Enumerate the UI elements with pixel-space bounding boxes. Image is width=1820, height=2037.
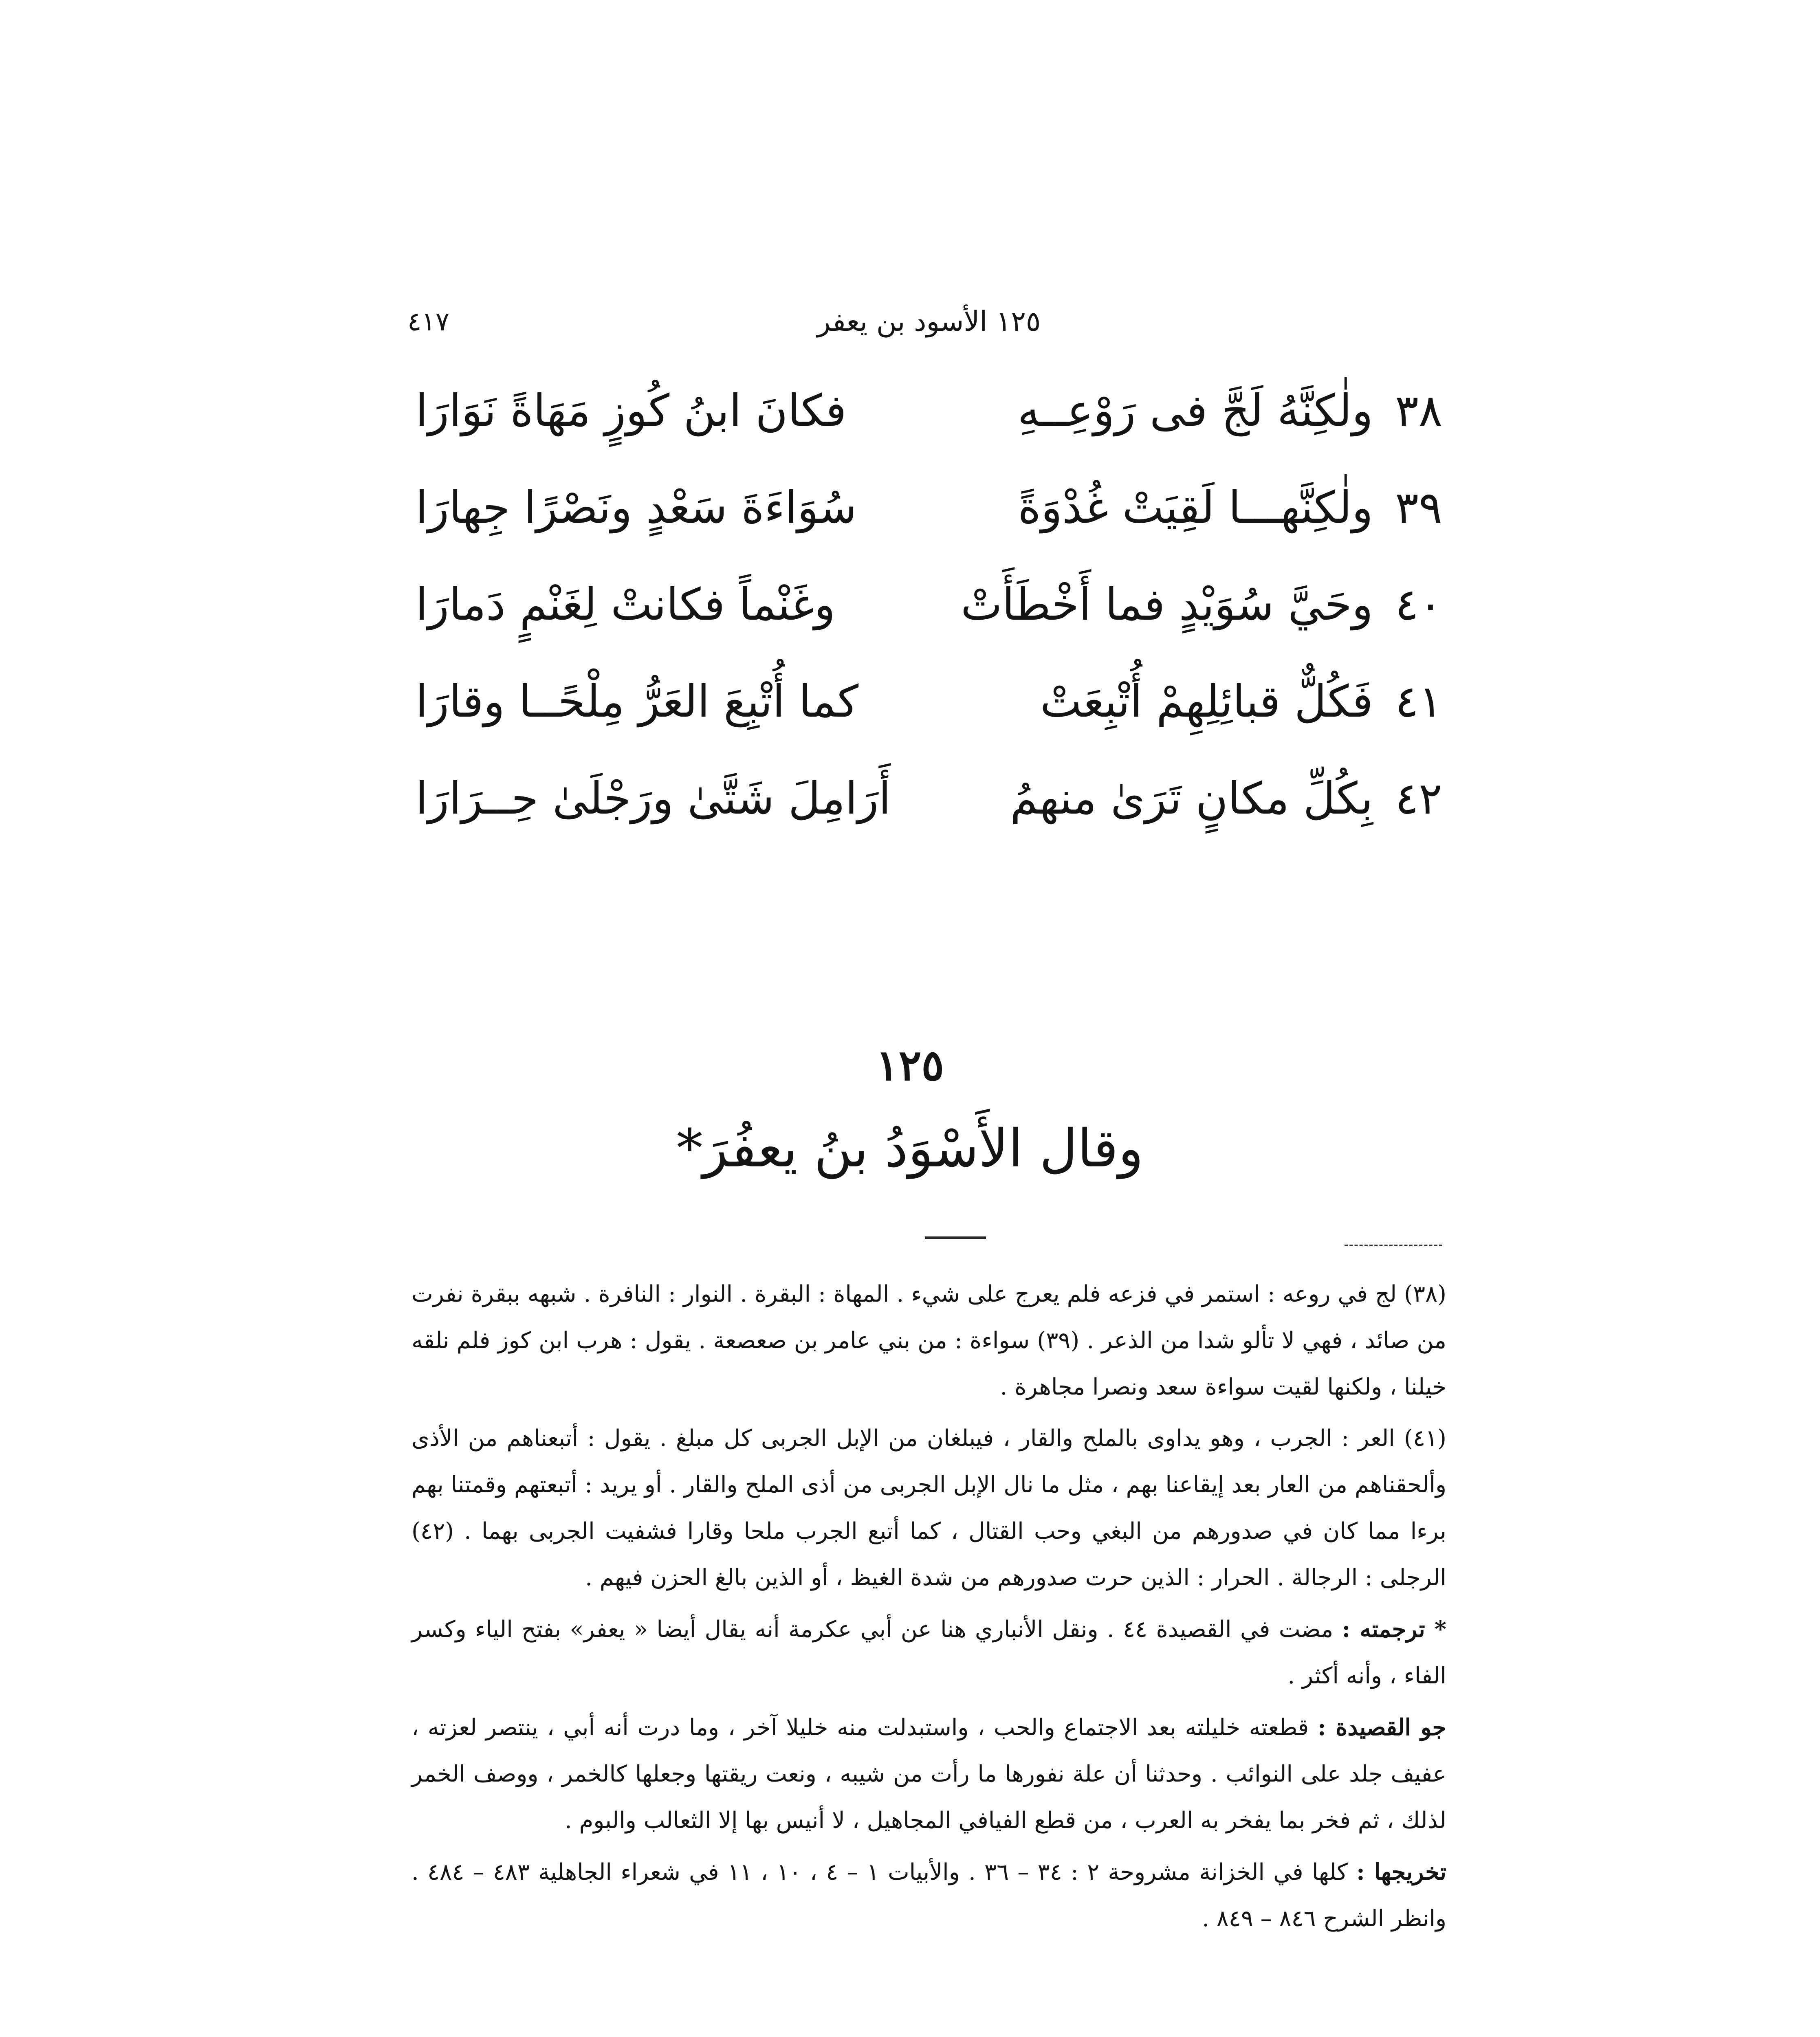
verse-line — [416, 375, 1442, 447]
verse-second-hemistich: فكانَ ابنُ كُوزٍ مَهَاةً نَوَارَا — [416, 385, 847, 436]
poem-context-label: جو القصيدة : — [1317, 1714, 1446, 1741]
sources-text: كلها في الخزانة مشروحة ٢ : ٣٤ – ٣٦ . والأبيات ١ – ٤ ، ١٠ ، ١١ في شعراء الجاهلية ٤٨٣ – ٤٨٤ . وانظر الشرح ٨٤٦ – ٨٤٩ . — [412, 1859, 1446, 1932]
verse-second-hemistich: أَرَامِلَ شَتَّىٰ ورَجْلَىٰ حِــرَارَا — [416, 773, 891, 824]
poem-context-note — [412, 1704, 1446, 1844]
running-head-title: ١٢٥ الأسود بن يعفر — [817, 306, 1041, 338]
verse-block — [416, 375, 1442, 860]
section-divider — [925, 1236, 986, 1239]
footnote-paragraph: (٣٨) لج في روعه : استمر في فزعه فلم يعرج على شيء . المهاة : البقرة . النوار : النافرة . شبهه ببقرة نفرت من صائد ، فهي لا تألو شدا من الذعر . (٣٩) سواءة : من بني عامر بن صعصعة . يقول : هرب ابن كوز فلم نلقه خيلنا ، ولكنها لقيت سواءة سعد ونصرا مجاهرة . — [412, 1281, 1446, 1400]
verse-number: ٤٢ — [1395, 773, 1442, 824]
verse-first-hemistich: ولٰكِنَّهـــا لَقِيَتْ غُدْوَةً — [1018, 482, 1373, 533]
verse-second-hemistich: كما أُتْبِعَ العَرُّ مِلْحًــا وقارَا — [416, 676, 859, 727]
footnote-paragraph: (٤١) العر : الجرب ، وهو يداوى بالملح والقار ، فيبلغان من الإبل الجربى كل مبلغ . يقول : أتبعناهم من الأذى وألحقناهم من العار بعد إيقاعنا بهم ، مثل ما نال الإبل الجربى من أذى الملح والقار . أو يريد : أتبعتهم وقمتنا بهم برءا مما كان في صدورهم من البغي وحب القتال ، كما أتبع الجرب ملحا وقارا فشفيت الجربى بهما . (٤٢) الرجلى : الرجالة . الحرار : الذين حرت صدورهم من شدة الغيظ ، أو الذين بالغ الحزن فيهم . — [412, 1425, 1446, 1591]
translation-text: مضت في القصيدة ٤٤ . ونقل الأنباري هنا عن أبي عكرمة أنه يقال أيضا « يعفر» بفتح الياء وكسر الفاء ، وأنه أكثر . — [412, 1616, 1446, 1689]
verse-second-hemistich: سُوَاءَةَ سَعْدٍ ونَصْرًا جِهارَا — [416, 482, 857, 533]
verse-number: ٤٠ — [1395, 579, 1442, 630]
verse-line — [416, 472, 1442, 544]
verse-line — [416, 569, 1442, 641]
verse-first-hemistich: فَكُلٌّ قبائِلِهِمْ أُتْبِعَتْ — [1040, 676, 1373, 727]
running-head — [407, 301, 1450, 346]
footnote-rule — [1345, 1245, 1442, 1246]
sources-label: تخريجها : — [1356, 1859, 1446, 1885]
poem-number: ١٢٥ — [876, 1040, 944, 1090]
verse-first-hemistich: بِكُلِّ مكانٍ تَرَىٰ منهمُ — [1010, 773, 1373, 824]
verse-first-hemistich: ولٰكِنَّهُ لَجَّ فى رَوْعِــهِ — [1017, 385, 1373, 436]
verse-line — [416, 763, 1442, 835]
verse-second-hemistich: وغَنْماً فكانتْ لِغَنْمٍ دَمارَا — [416, 579, 836, 630]
verse-line — [416, 666, 1442, 738]
translation-label: * ترجمته : — [1342, 1616, 1446, 1643]
poem-title: وقال الأَسْوَدُ بنُ يعفُرَ* — [676, 1118, 1144, 1179]
footnotes — [412, 1271, 1446, 1947]
verse-number: ٣٨ — [1395, 385, 1442, 436]
page-number: ٤١٧ — [407, 307, 450, 337]
verse-number: ٣٩ — [1395, 482, 1442, 533]
verse-first-hemistich: وحَيَّ سُوَيْدٍ فما أَخْطَأَتْ — [961, 579, 1373, 630]
verse-number: ٤١ — [1395, 676, 1442, 727]
sources-note — [412, 1849, 1446, 1942]
poem-context-text: قطعته خليلته بعد الاجتماع والحب ، واستبدلت منه خليلا آخر ، وما درت أنه أبي ، ينتصر لعزته ، عفيف جلد على النوائب . وحدثنا أن علة نفورها ما رأت من شيبه ، ونعت ريقتها وجعلها كالخمر ، ووصف الخمر لذلك ، ثم فخر بما يفخر به العرب ، من قطع الفيافي المجاهيل ، لا أنيس بها إلا الثعالب والبوم . — [412, 1714, 1446, 1834]
translation-note — [412, 1606, 1446, 1699]
